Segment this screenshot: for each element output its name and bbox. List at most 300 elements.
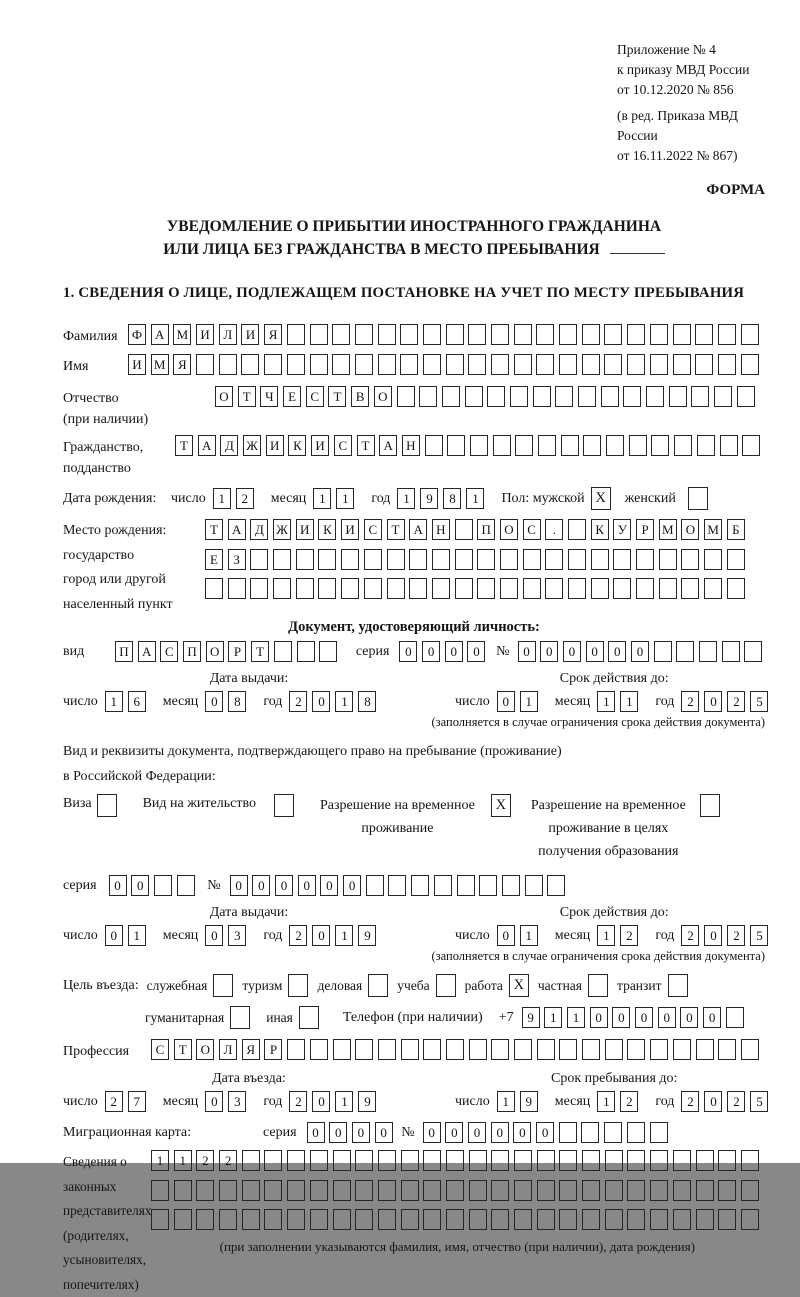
char-cell[interactable] — [397, 386, 415, 407]
option-checkbox[interactable]: X — [509, 974, 529, 997]
char-cell[interactable]: 0 — [468, 1122, 486, 1143]
date-cell[interactable]: 2 — [620, 1091, 638, 1112]
char-cell[interactable] — [446, 1180, 464, 1201]
char-cell[interactable]: С — [523, 519, 541, 540]
char-cell[interactable] — [581, 1122, 599, 1143]
char-cell[interactable] — [627, 1150, 645, 1171]
char-cell[interactable] — [491, 1150, 509, 1171]
char-cell[interactable] — [650, 1122, 668, 1143]
char-cell[interactable] — [627, 324, 645, 345]
char-cell[interactable]: Т — [251, 641, 269, 662]
char-cell[interactable] — [310, 354, 328, 375]
char-cell[interactable] — [364, 578, 382, 599]
char-cell[interactable]: А — [151, 324, 169, 345]
char-cell[interactable]: 0 — [109, 875, 127, 896]
date-cell[interactable]: 0 — [704, 691, 722, 712]
char-cell[interactable] — [718, 324, 736, 345]
char-cell[interactable] — [650, 1150, 668, 1171]
char-cell[interactable] — [727, 578, 745, 599]
char-cell[interactable] — [674, 435, 692, 456]
char-cell[interactable] — [714, 386, 732, 407]
char-cell[interactable]: 0 — [131, 875, 149, 896]
date-cell[interactable]: 2 — [620, 925, 638, 946]
visa-checkbox[interactable] — [97, 794, 117, 817]
date-cell[interactable]: 1 — [313, 488, 331, 509]
char-cell[interactable]: А — [409, 519, 427, 540]
char-cell[interactable] — [411, 875, 429, 896]
char-cell[interactable] — [446, 1039, 464, 1060]
char-cell[interactable] — [469, 1150, 487, 1171]
date-cell[interactable]: 9 — [358, 1091, 376, 1112]
char-cell[interactable]: Ф — [128, 324, 146, 345]
char-cell[interactable]: И — [296, 519, 314, 540]
char-cell[interactable]: 0 — [298, 875, 316, 896]
date-cell[interactable]: 2 — [727, 925, 745, 946]
char-cell[interactable] — [205, 578, 223, 599]
char-cell[interactable]: К — [318, 519, 336, 540]
date-cell[interactable]: 1 — [335, 691, 353, 712]
char-cell[interactable]: 1 — [567, 1007, 585, 1028]
char-cell[interactable] — [423, 1150, 441, 1171]
char-cell[interactable] — [366, 875, 384, 896]
char-cell[interactable]: С — [364, 519, 382, 540]
char-cell[interactable] — [718, 1150, 736, 1171]
date-cell[interactable]: 1 — [336, 488, 354, 509]
char-cell[interactable] — [273, 578, 291, 599]
char-cell[interactable] — [364, 549, 382, 570]
char-cell[interactable] — [447, 435, 465, 456]
char-cell[interactable]: 0 — [467, 641, 485, 662]
char-cell[interactable]: 2 — [196, 1150, 214, 1171]
char-cell[interactable] — [636, 549, 654, 570]
date-cell[interactable]: 1 — [597, 925, 615, 946]
option-checkbox[interactable] — [213, 974, 233, 997]
char-cell[interactable]: 0 — [329, 1122, 347, 1143]
char-cell[interactable] — [264, 1150, 282, 1171]
char-cell[interactable] — [605, 1039, 623, 1060]
char-cell[interactable] — [446, 1209, 464, 1230]
date-cell[interactable]: 9 — [358, 925, 376, 946]
char-cell[interactable] — [355, 324, 373, 345]
char-cell[interactable]: 0 — [343, 875, 361, 896]
char-cell[interactable]: 0 — [586, 641, 604, 662]
char-cell[interactable]: . — [545, 519, 563, 540]
char-cell[interactable] — [695, 354, 713, 375]
blank-underline[interactable] — [610, 240, 665, 254]
char-cell[interactable]: З — [228, 549, 246, 570]
char-cell[interactable] — [468, 324, 486, 345]
char-cell[interactable]: 0 — [608, 641, 626, 662]
char-cell[interactable] — [681, 549, 699, 570]
char-cell[interactable]: И — [128, 354, 146, 375]
char-cell[interactable] — [741, 1209, 759, 1230]
char-cell[interactable]: К — [591, 519, 609, 540]
date-cell[interactable]: 1 — [497, 1091, 515, 1112]
char-cell[interactable] — [726, 1007, 744, 1028]
char-cell[interactable] — [605, 1180, 623, 1201]
char-cell[interactable] — [741, 1180, 759, 1201]
char-cell[interactable] — [627, 354, 645, 375]
char-cell[interactable] — [491, 324, 509, 345]
char-cell[interactable] — [479, 875, 497, 896]
char-cell[interactable] — [493, 435, 511, 456]
char-cell[interactable] — [250, 578, 268, 599]
char-cell[interactable] — [704, 549, 722, 570]
char-cell[interactable] — [196, 1180, 214, 1201]
char-cell[interactable] — [718, 1180, 736, 1201]
char-cell[interactable]: Л — [219, 1039, 237, 1060]
date-cell[interactable]: 0 — [704, 925, 722, 946]
char-cell[interactable] — [744, 641, 762, 662]
char-cell[interactable] — [629, 435, 647, 456]
char-cell[interactable] — [654, 641, 672, 662]
char-cell[interactable] — [514, 1150, 532, 1171]
char-cell[interactable]: Т — [174, 1039, 192, 1060]
char-cell[interactable] — [605, 1150, 623, 1171]
char-cell[interactable] — [604, 354, 622, 375]
date-cell[interactable]: 2 — [236, 488, 254, 509]
char-cell[interactable] — [525, 875, 543, 896]
date-cell[interactable]: 2 — [105, 1091, 123, 1112]
char-cell[interactable]: И — [196, 324, 214, 345]
char-cell[interactable] — [673, 324, 691, 345]
char-cell[interactable]: 0 — [352, 1122, 370, 1143]
date-cell[interactable]: 1 — [520, 691, 538, 712]
char-cell[interactable] — [623, 386, 641, 407]
date-cell[interactable]: 7 — [128, 1091, 146, 1112]
option-checkbox[interactable] — [368, 974, 388, 997]
date-cell[interactable]: 2 — [681, 925, 699, 946]
char-cell[interactable] — [287, 1180, 305, 1201]
char-cell[interactable] — [659, 578, 677, 599]
char-cell[interactable] — [613, 549, 631, 570]
char-cell[interactable]: М — [173, 324, 191, 345]
char-cell[interactable]: И — [241, 324, 259, 345]
char-cell[interactable] — [627, 1180, 645, 1201]
char-cell[interactable]: П — [115, 641, 133, 662]
char-cell[interactable]: 0 — [422, 641, 440, 662]
char-cell[interactable] — [510, 386, 528, 407]
char-cell[interactable] — [378, 354, 396, 375]
char-cell[interactable]: 0 — [680, 1007, 698, 1028]
char-cell[interactable] — [613, 578, 631, 599]
char-cell[interactable] — [241, 354, 259, 375]
char-cell[interactable]: Р — [264, 1039, 282, 1060]
char-cell[interactable] — [457, 875, 475, 896]
char-cell[interactable]: А — [379, 435, 397, 456]
char-cell[interactable] — [469, 1209, 487, 1230]
char-cell[interactable] — [310, 1180, 328, 1201]
char-cell[interactable]: О — [206, 641, 224, 662]
date-cell[interactable]: 3 — [228, 925, 246, 946]
date-cell[interactable]: 8 — [228, 691, 246, 712]
char-cell[interactable] — [536, 324, 554, 345]
date-cell[interactable]: 1 — [620, 691, 638, 712]
char-cell[interactable] — [378, 1180, 396, 1201]
char-cell[interactable] — [401, 1180, 419, 1201]
date-cell[interactable]: 5 — [750, 691, 768, 712]
char-cell[interactable] — [568, 549, 586, 570]
char-cell[interactable]: 0 — [540, 641, 558, 662]
char-cell[interactable] — [514, 1209, 532, 1230]
char-cell[interactable] — [582, 1180, 600, 1201]
date-cell[interactable]: 0 — [312, 691, 330, 712]
char-cell[interactable] — [606, 435, 624, 456]
char-cell[interactable] — [582, 1209, 600, 1230]
date-cell[interactable]: 2 — [289, 1091, 307, 1112]
char-cell[interactable]: Т — [328, 386, 346, 407]
char-cell[interactable] — [559, 1180, 577, 1201]
char-cell[interactable]: О — [681, 519, 699, 540]
char-cell[interactable]: П — [183, 641, 201, 662]
char-cell[interactable]: 0 — [445, 1122, 463, 1143]
char-cell[interactable]: Я — [173, 354, 191, 375]
date-cell[interactable]: 0 — [312, 1091, 330, 1112]
char-cell[interactable] — [378, 324, 396, 345]
char-cell[interactable] — [341, 549, 359, 570]
option-checkbox[interactable] — [230, 1006, 250, 1029]
char-cell[interactable]: С — [334, 435, 352, 456]
char-cell[interactable] — [533, 386, 551, 407]
date-cell[interactable]: 2 — [289, 691, 307, 712]
char-cell[interactable] — [446, 1150, 464, 1171]
char-cell[interactable] — [691, 386, 709, 407]
date-cell[interactable]: 1 — [520, 925, 538, 946]
char-cell[interactable]: 0 — [320, 875, 338, 896]
char-cell[interactable] — [578, 386, 596, 407]
char-cell[interactable] — [559, 1150, 577, 1171]
char-cell[interactable] — [582, 1039, 600, 1060]
char-cell[interactable] — [409, 578, 427, 599]
date-cell[interactable]: 3 — [228, 1091, 246, 1112]
date-cell[interactable]: 1 — [597, 691, 615, 712]
char-cell[interactable] — [219, 1209, 237, 1230]
char-cell[interactable] — [500, 578, 518, 599]
char-cell[interactable] — [401, 1209, 419, 1230]
char-cell[interactable] — [561, 435, 579, 456]
char-cell[interactable] — [355, 354, 373, 375]
char-cell[interactable] — [718, 1039, 736, 1060]
char-cell[interactable] — [559, 1122, 577, 1143]
char-cell[interactable]: 0 — [375, 1122, 393, 1143]
option-checkbox[interactable] — [668, 974, 688, 997]
char-cell[interactable]: А — [138, 641, 156, 662]
char-cell[interactable] — [151, 1209, 169, 1230]
char-cell[interactable] — [718, 1209, 736, 1230]
char-cell[interactable] — [296, 549, 314, 570]
char-cell[interactable] — [455, 578, 473, 599]
char-cell[interactable] — [673, 1180, 691, 1201]
char-cell[interactable] — [559, 1039, 577, 1060]
char-cell[interactable] — [737, 386, 755, 407]
char-cell[interactable]: 0 — [445, 641, 463, 662]
char-cell[interactable]: И — [341, 519, 359, 540]
char-cell[interactable] — [601, 386, 619, 407]
option-checkbox[interactable] — [436, 974, 456, 997]
char-cell[interactable] — [400, 354, 418, 375]
char-cell[interactable] — [568, 578, 586, 599]
char-cell[interactable] — [287, 324, 305, 345]
char-cell[interactable] — [264, 354, 282, 375]
char-cell[interactable] — [742, 435, 760, 456]
date-cell[interactable]: 6 — [128, 691, 146, 712]
char-cell[interactable] — [673, 354, 691, 375]
char-cell[interactable]: Л — [219, 324, 237, 345]
char-cell[interactable] — [446, 324, 464, 345]
char-cell[interactable] — [604, 324, 622, 345]
char-cell[interactable] — [378, 1209, 396, 1230]
char-cell[interactable] — [177, 875, 195, 896]
char-cell[interactable]: Е — [205, 549, 223, 570]
char-cell[interactable] — [242, 1209, 260, 1230]
char-cell[interactable]: О — [500, 519, 518, 540]
char-cell[interactable] — [669, 386, 687, 407]
char-cell[interactable]: Т — [357, 435, 375, 456]
date-cell[interactable]: 1 — [128, 925, 146, 946]
char-cell[interactable] — [468, 354, 486, 375]
char-cell[interactable]: Н — [432, 519, 450, 540]
option-checkbox[interactable] — [299, 1006, 319, 1029]
char-cell[interactable] — [432, 549, 450, 570]
char-cell[interactable]: 0 — [563, 641, 581, 662]
char-cell[interactable] — [659, 549, 677, 570]
char-cell[interactable] — [515, 435, 533, 456]
char-cell[interactable] — [333, 1150, 351, 1171]
char-cell[interactable] — [196, 354, 214, 375]
char-cell[interactable] — [409, 549, 427, 570]
char-cell[interactable] — [650, 1209, 668, 1230]
char-cell[interactable]: С — [151, 1039, 169, 1060]
char-cell[interactable]: Р — [636, 519, 654, 540]
char-cell[interactable] — [568, 519, 586, 540]
char-cell[interactable] — [591, 549, 609, 570]
char-cell[interactable] — [696, 1209, 714, 1230]
char-cell[interactable] — [718, 354, 736, 375]
char-cell[interactable] — [627, 1209, 645, 1230]
char-cell[interactable] — [446, 354, 464, 375]
char-cell[interactable] — [318, 578, 336, 599]
char-cell[interactable] — [537, 1180, 555, 1201]
char-cell[interactable] — [174, 1180, 192, 1201]
char-cell[interactable] — [591, 578, 609, 599]
date-cell[interactable]: 8 — [358, 691, 376, 712]
char-cell[interactable] — [650, 1039, 668, 1060]
char-cell[interactable] — [469, 1039, 487, 1060]
char-cell[interactable] — [605, 1209, 623, 1230]
char-cell[interactable]: 1 — [174, 1150, 192, 1171]
char-cell[interactable] — [287, 1209, 305, 1230]
char-cell[interactable]: М — [704, 519, 722, 540]
date-cell[interactable]: 0 — [704, 1091, 722, 1112]
date-cell[interactable]: 9 — [520, 1091, 538, 1112]
char-cell[interactable]: 0 — [423, 1122, 441, 1143]
char-cell[interactable] — [242, 1180, 260, 1201]
char-cell[interactable] — [477, 578, 495, 599]
char-cell[interactable] — [673, 1150, 691, 1171]
char-cell[interactable] — [273, 549, 291, 570]
char-cell[interactable]: 9 — [522, 1007, 540, 1028]
char-cell[interactable]: 0 — [399, 641, 417, 662]
char-cell[interactable]: 0 — [252, 875, 270, 896]
char-cell[interactable] — [387, 578, 405, 599]
char-cell[interactable] — [538, 435, 556, 456]
char-cell[interactable] — [695, 324, 713, 345]
char-cell[interactable] — [582, 324, 600, 345]
char-cell[interactable] — [704, 578, 722, 599]
char-cell[interactable] — [469, 1180, 487, 1201]
char-cell[interactable]: Я — [264, 324, 282, 345]
char-cell[interactable] — [264, 1180, 282, 1201]
char-cell[interactable] — [477, 549, 495, 570]
char-cell[interactable] — [536, 354, 554, 375]
char-cell[interactable] — [487, 386, 505, 407]
char-cell[interactable] — [547, 875, 565, 896]
char-cell[interactable] — [514, 1039, 532, 1060]
date-cell[interactable]: 0 — [205, 1091, 223, 1112]
char-cell[interactable] — [423, 354, 441, 375]
char-cell[interactable] — [455, 519, 473, 540]
char-cell[interactable]: Т — [238, 386, 256, 407]
date-cell[interactable]: 2 — [681, 1091, 699, 1112]
char-cell[interactable] — [154, 875, 172, 896]
char-cell[interactable] — [720, 435, 738, 456]
char-cell[interactable] — [465, 386, 483, 407]
date-cell[interactable]: 5 — [750, 925, 768, 946]
char-cell[interactable] — [627, 1122, 645, 1143]
char-cell[interactable] — [650, 324, 668, 345]
char-cell[interactable]: 0 — [703, 1007, 721, 1028]
char-cell[interactable] — [741, 1150, 759, 1171]
sex-female-checkbox[interactable] — [688, 487, 708, 510]
char-cell[interactable]: П — [477, 519, 495, 540]
date-cell[interactable]: 1 — [397, 488, 415, 509]
char-cell[interactable]: 0 — [536, 1122, 554, 1143]
char-cell[interactable] — [741, 1039, 759, 1060]
date-cell[interactable]: 1 — [105, 691, 123, 712]
char-cell[interactable] — [341, 578, 359, 599]
char-cell[interactable] — [274, 641, 292, 662]
date-cell[interactable]: 0 — [205, 925, 223, 946]
char-cell[interactable]: Н — [402, 435, 420, 456]
char-cell[interactable]: Я — [242, 1039, 260, 1060]
residence-permit-checkbox[interactable] — [274, 794, 294, 817]
char-cell[interactable] — [673, 1039, 691, 1060]
char-cell[interactable] — [697, 435, 715, 456]
char-cell[interactable] — [332, 354, 350, 375]
char-cell[interactable]: О — [215, 386, 233, 407]
char-cell[interactable]: 0 — [635, 1007, 653, 1028]
char-cell[interactable] — [699, 641, 717, 662]
char-cell[interactable] — [696, 1180, 714, 1201]
char-cell[interactable] — [355, 1180, 373, 1201]
char-cell[interactable] — [582, 1150, 600, 1171]
char-cell[interactable] — [722, 641, 740, 662]
char-cell[interactable] — [242, 1150, 260, 1171]
char-cell[interactable] — [537, 1209, 555, 1230]
sex-male-checkbox[interactable]: X — [591, 487, 611, 510]
char-cell[interactable]: М — [151, 354, 169, 375]
char-cell[interactable] — [545, 578, 563, 599]
char-cell[interactable]: А — [228, 519, 246, 540]
char-cell[interactable]: О — [374, 386, 392, 407]
char-cell[interactable] — [636, 578, 654, 599]
char-cell[interactable] — [502, 875, 520, 896]
char-cell[interactable] — [387, 549, 405, 570]
char-cell[interactable] — [425, 435, 443, 456]
char-cell[interactable] — [296, 578, 314, 599]
char-cell[interactable] — [333, 1039, 351, 1060]
char-cell[interactable] — [228, 578, 246, 599]
